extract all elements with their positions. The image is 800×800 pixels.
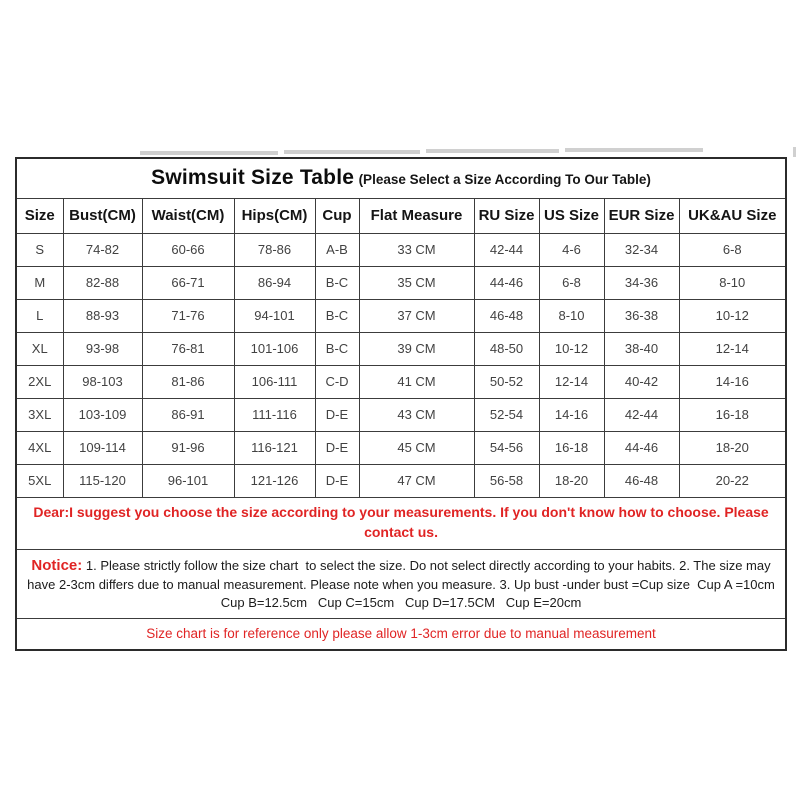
header-row	[16, 198, 786, 233]
reference-note-row	[16, 618, 786, 650]
column-header-waist: Waist(CM)	[142, 198, 234, 233]
measurement-cell: 81-86	[142, 365, 234, 398]
measurement-cell: 16-18	[679, 398, 786, 431]
measurement-cell: 8-10	[679, 266, 786, 299]
measurement-cell: 46-48	[474, 299, 539, 332]
image-crop-artifact	[426, 149, 559, 153]
measurement-cell: 109-114	[63, 431, 142, 464]
column-header-cup: Cup	[315, 198, 359, 233]
table-row	[16, 332, 786, 365]
table-title-row	[16, 158, 786, 198]
measurement-cell: 78-86	[234, 233, 315, 266]
size-label-cell: 2XL	[16, 365, 63, 398]
measurement-cell: 16-18	[539, 431, 604, 464]
table-row	[16, 233, 786, 266]
column-header-hips: Hips(CM)	[234, 198, 315, 233]
measurement-cell: 54-56	[474, 431, 539, 464]
measurement-cell: 76-81	[142, 332, 234, 365]
size-label-cell: S	[16, 233, 63, 266]
measurement-cell: 10-12	[679, 299, 786, 332]
measurement-cell: 41 CM	[359, 365, 474, 398]
measurement-cell: 46-48	[604, 464, 679, 497]
table-row	[16, 365, 786, 398]
measurement-cell: 6-8	[679, 233, 786, 266]
measurement-cell: 111-116	[234, 398, 315, 431]
column-header-flat-measure: Flat Measure	[359, 198, 474, 233]
table-title-cell	[16, 158, 786, 198]
dear-note-text: Dear:I suggest you choose the size according to your measurements. If you don't know how to choose. Please contact us.	[16, 497, 786, 549]
size-label-cell: L	[16, 299, 63, 332]
notice-label: Notice:	[31, 556, 83, 574]
measurement-cell: 14-16	[679, 365, 786, 398]
measurement-cell: 94-101	[234, 299, 315, 332]
table-row	[16, 398, 786, 431]
notice-body: 1. Please strictly follow the size chart to select the size. Do not select directly according to your habits. 2. The size may have 2-3cm differs due to manual measurement. Please note when you measure. 3. Up bust -under bust =Cup size Cup A =10cm Cup B=12.5cm Cup C=15cm Cup D=17.5CM Cup E=20cm	[27, 557, 779, 611]
measurement-cell: B-C	[315, 299, 359, 332]
table-row	[16, 299, 786, 332]
measurement-cell: 91-96	[142, 431, 234, 464]
measurement-cell: B-C	[315, 266, 359, 299]
measurement-cell: D-E	[315, 431, 359, 464]
measurement-cell: 34-36	[604, 266, 679, 299]
measurement-cell: 20-22	[679, 464, 786, 497]
measurement-cell: 12-14	[679, 332, 786, 365]
image-crop-artifact	[565, 148, 703, 152]
measurement-cell: 14-16	[539, 398, 604, 431]
notice-text	[16, 549, 786, 618]
measurement-cell: 18-20	[539, 464, 604, 497]
measurement-cell: 66-71	[142, 266, 234, 299]
measurement-cell: 121-126	[234, 464, 315, 497]
size-label-cell: 4XL	[16, 431, 63, 464]
measurement-cell: 48-50	[474, 332, 539, 365]
measurement-cell: 50-52	[474, 365, 539, 398]
measurement-cell: 4-6	[539, 233, 604, 266]
column-header-eur-size: EUR Size	[604, 198, 679, 233]
measurement-cell: C-D	[315, 365, 359, 398]
measurement-cell: 74-82	[63, 233, 142, 266]
measurement-cell: 42-44	[474, 233, 539, 266]
measurement-cell: B-C	[315, 332, 359, 365]
measurement-cell: 39 CM	[359, 332, 474, 365]
measurement-cell: 40-42	[604, 365, 679, 398]
measurement-cell: 96-101	[142, 464, 234, 497]
measurement-cell: 33 CM	[359, 233, 474, 266]
measurement-cell: A-B	[315, 233, 359, 266]
column-header-us-size: US Size	[539, 198, 604, 233]
reference-note-text: Size chart is for reference only please allow 1-3cm error due to manual measurement	[16, 618, 786, 650]
measurement-cell: 115-120	[63, 464, 142, 497]
measurement-cell: 88-93	[63, 299, 142, 332]
notice-row	[16, 549, 786, 618]
measurement-cell: 47 CM	[359, 464, 474, 497]
size-label-cell: 5XL	[16, 464, 63, 497]
measurement-cell: 116-121	[234, 431, 315, 464]
page-title: Swimsuit Size Table	[151, 166, 355, 190]
measurement-cell: 42-44	[604, 398, 679, 431]
column-header-ru-size: RU Size	[474, 198, 539, 233]
table-row	[16, 464, 786, 497]
measurement-cell: 36-38	[604, 299, 679, 332]
measurement-cell: 44-46	[474, 266, 539, 299]
image-crop-artifact	[140, 151, 278, 155]
size-label-cell: XL	[16, 332, 63, 365]
column-header-size: Size	[16, 198, 63, 233]
measurement-cell: 56-58	[474, 464, 539, 497]
measurement-cell: 60-66	[142, 233, 234, 266]
measurement-cell: 37 CM	[359, 299, 474, 332]
measurement-cell: 43 CM	[359, 398, 474, 431]
measurement-cell: 71-76	[142, 299, 234, 332]
measurement-cell: 101-106	[234, 332, 315, 365]
measurement-cell: 32-34	[604, 233, 679, 266]
image-crop-artifact	[284, 150, 420, 154]
measurement-cell: 6-8	[539, 266, 604, 299]
measurement-cell: 8-10	[539, 299, 604, 332]
measurement-cell: 103-109	[63, 398, 142, 431]
page-subtitle: (Please Select a Size According To Our Table)	[358, 172, 651, 188]
dear-note-row	[16, 497, 786, 549]
measurement-cell: 106-111	[234, 365, 315, 398]
measurement-cell: 18-20	[679, 431, 786, 464]
measurement-cell: 12-14	[539, 365, 604, 398]
measurement-cell: D-E	[315, 398, 359, 431]
measurement-cell: 82-88	[63, 266, 142, 299]
measurement-cell: 38-40	[604, 332, 679, 365]
measurement-cell: 35 CM	[359, 266, 474, 299]
measurement-cell: 52-54	[474, 398, 539, 431]
size-label-cell: M	[16, 266, 63, 299]
image-crop-artifact	[793, 147, 796, 157]
measurement-cell: D-E	[315, 464, 359, 497]
table-row	[16, 431, 786, 464]
measurement-cell: 98-103	[63, 365, 142, 398]
table-row	[16, 266, 786, 299]
swimsuit-size-table	[15, 157, 787, 651]
measurement-cell: 45 CM	[359, 431, 474, 464]
column-header-bust: Bust(CM)	[63, 198, 142, 233]
column-header-ukau-size: UK&AU Size	[679, 198, 786, 233]
measurement-cell: 10-12	[539, 332, 604, 365]
measurement-cell: 93-98	[63, 332, 142, 365]
measurement-cell: 86-94	[234, 266, 315, 299]
measurement-cell: 86-91	[142, 398, 234, 431]
measurement-cell: 44-46	[604, 431, 679, 464]
size-label-cell: 3XL	[16, 398, 63, 431]
